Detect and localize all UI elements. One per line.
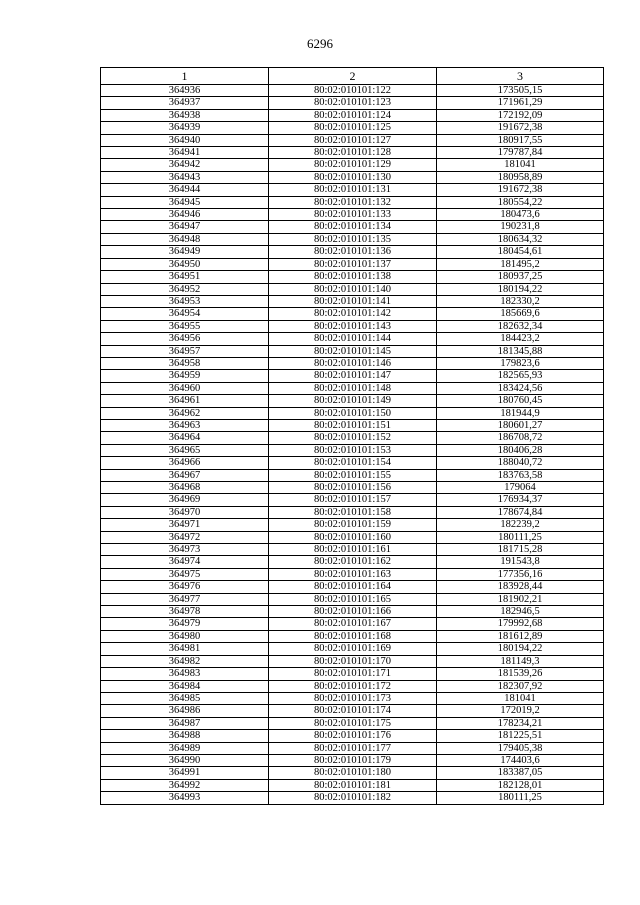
row-number-cell: 364969 [101,494,269,506]
cadastral-number-cell: 80:02:010101:156 [269,482,437,494]
row-number-cell: 364947 [101,221,269,233]
value-cell: 184423,2 [437,333,604,345]
value-cell: 173505,15 [437,85,604,97]
cadastral-number-cell: 80:02:010101:147 [269,370,437,382]
table-row [101,568,604,580]
table-row [101,395,604,407]
table-row [101,643,604,655]
value-cell: 180454,61 [437,246,604,258]
cadastral-number-cell: 80:02:010101:175 [269,717,437,729]
value-cell: 179787,84 [437,147,604,159]
cadastral-number-cell: 80:02:010101:129 [269,159,437,171]
table-row [101,370,604,382]
table-row [101,407,604,419]
cadastral-number-cell: 80:02:010101:165 [269,593,437,605]
table-row [101,705,604,717]
value-cell: 178674,84 [437,506,604,518]
table-body [101,85,604,805]
value-cell: 181495,2 [437,258,604,270]
table-row [101,357,604,369]
value-cell: 179405,38 [437,742,604,754]
row-number-cell: 364966 [101,457,269,469]
cadastral-number-cell: 80:02:010101:148 [269,382,437,394]
row-number-cell: 364941 [101,147,269,159]
table-row [101,419,604,431]
cadastral-number-cell: 80:02:010101:171 [269,668,437,680]
table-row [101,209,604,221]
row-number-cell: 364962 [101,407,269,419]
value-cell: 172192,09 [437,109,604,121]
value-cell: 181041 [437,159,604,171]
cadastral-number-cell: 80:02:010101:136 [269,246,437,258]
column-header-2: 2 [269,68,437,85]
value-cell: 181149,3 [437,655,604,667]
value-cell: 180601,27 [437,419,604,431]
value-cell: 180958,89 [437,171,604,183]
table-row [101,482,604,494]
value-cell: 180111,25 [437,531,604,543]
value-cell: 180111,25 [437,792,604,804]
table-row [101,717,604,729]
cadastral-number-cell: 80:02:010101:153 [269,444,437,456]
cadastral-number-cell: 80:02:010101:145 [269,345,437,357]
cadastral-number-cell: 80:02:010101:122 [269,85,437,97]
cadastral-number-cell: 80:02:010101:182 [269,792,437,804]
cadastral-number-cell: 80:02:010101:162 [269,556,437,568]
table-row [101,283,604,295]
column-header-1: 1 [101,68,269,85]
row-number-cell: 364945 [101,196,269,208]
value-cell: 179992,68 [437,618,604,630]
table-row [101,159,604,171]
row-number-cell: 364982 [101,655,269,667]
row-number-cell: 364951 [101,271,269,283]
cadastral-number-cell: 80:02:010101:154 [269,457,437,469]
table-row [101,692,604,704]
row-number-cell: 364992 [101,779,269,791]
row-number-cell: 364976 [101,581,269,593]
row-number-cell: 364956 [101,333,269,345]
table-row [101,742,604,754]
cadastral-number-cell: 80:02:010101:172 [269,680,437,692]
cadastral-number-cell: 80:02:010101:161 [269,544,437,556]
cadastral-number-cell: 80:02:010101:130 [269,171,437,183]
table-row [101,779,604,791]
row-number-cell: 364958 [101,357,269,369]
cadastral-number-cell: 80:02:010101:151 [269,419,437,431]
table-row [101,494,604,506]
cadastral-number-cell: 80:02:010101:159 [269,519,437,531]
row-number-cell: 364938 [101,109,269,121]
cadastral-number-cell: 80:02:010101:173 [269,692,437,704]
cadastral-number-cell: 80:02:010101:166 [269,606,437,618]
column-header-3: 3 [437,68,604,85]
value-cell: 179823,6 [437,357,604,369]
table-row [101,606,604,618]
value-cell: 182128,01 [437,779,604,791]
cadastral-number-cell: 80:02:010101:181 [269,779,437,791]
value-cell: 180406,28 [437,444,604,456]
row-number-cell: 364988 [101,730,269,742]
row-number-cell: 364978 [101,606,269,618]
value-cell: 180194,22 [437,643,604,655]
table-row [101,593,604,605]
row-number-cell: 364970 [101,506,269,518]
cadastral-number-cell: 80:02:010101:155 [269,469,437,481]
cadastral-number-cell: 80:02:010101:179 [269,754,437,766]
row-number-cell: 364946 [101,209,269,221]
cadastral-number-cell: 80:02:010101:149 [269,395,437,407]
row-number-cell: 364957 [101,345,269,357]
value-cell: 183424,56 [437,382,604,394]
value-cell: 180554,22 [437,196,604,208]
value-cell: 180760,45 [437,395,604,407]
cadastral-number-cell: 80:02:010101:124 [269,109,437,121]
cadastral-number-cell: 80:02:010101:128 [269,147,437,159]
row-number-cell: 364984 [101,680,269,692]
value-cell: 183387,05 [437,767,604,779]
value-cell: 191543,8 [437,556,604,568]
table-row [101,233,604,245]
row-number-cell: 364959 [101,370,269,382]
value-cell: 181539,26 [437,668,604,680]
row-number-cell: 364949 [101,246,269,258]
table-row [101,345,604,357]
cadastral-number-cell: 80:02:010101:167 [269,618,437,630]
value-cell: 176934,37 [437,494,604,506]
table-row [101,97,604,109]
table-row [101,320,604,332]
cadastral-value-table [100,67,604,805]
table-row [101,754,604,766]
row-number-cell: 364979 [101,618,269,630]
row-number-cell: 364953 [101,295,269,307]
cadastral-number-cell: 80:02:010101:176 [269,730,437,742]
table-row [101,85,604,97]
row-number-cell: 364981 [101,643,269,655]
table-row [101,308,604,320]
row-number-cell: 364948 [101,233,269,245]
row-number-cell: 364954 [101,308,269,320]
row-number-cell: 364977 [101,593,269,605]
value-cell: 191672,38 [437,184,604,196]
row-number-cell: 364955 [101,320,269,332]
table-row [101,730,604,742]
row-number-cell: 364943 [101,171,269,183]
value-cell: 179064 [437,482,604,494]
row-number-cell: 364965 [101,444,269,456]
table-row [101,147,604,159]
value-cell: 185669,6 [437,308,604,320]
cadastral-number-cell: 80:02:010101:144 [269,333,437,345]
cadastral-number-cell: 80:02:010101:163 [269,568,437,580]
table-row [101,531,604,543]
table-row [101,668,604,680]
value-cell: 183763,58 [437,469,604,481]
cadastral-number-cell: 80:02:010101:140 [269,283,437,295]
table-row [101,221,604,233]
table-row [101,506,604,518]
table-row [101,767,604,779]
table-row [101,792,604,804]
cadastral-number-cell: 80:02:010101:158 [269,506,437,518]
cadastral-number-cell: 80:02:010101:137 [269,258,437,270]
value-cell: 180634,32 [437,233,604,245]
row-number-cell: 364980 [101,630,269,642]
cadastral-number-cell: 80:02:010101:146 [269,357,437,369]
cadastral-number-cell: 80:02:010101:170 [269,655,437,667]
table-header-row [101,68,604,85]
row-number-cell: 364960 [101,382,269,394]
value-cell: 181715,28 [437,544,604,556]
row-number-cell: 364986 [101,705,269,717]
row-number-cell: 364937 [101,97,269,109]
row-number-cell: 364961 [101,395,269,407]
cadastral-number-cell: 80:02:010101:134 [269,221,437,233]
table-row [101,134,604,146]
row-number-cell: 364944 [101,184,269,196]
cadastral-number-cell: 80:02:010101:152 [269,432,437,444]
cadastral-number-cell: 80:02:010101:138 [269,271,437,283]
row-number-cell: 364989 [101,742,269,754]
value-cell: 180194,22 [437,283,604,295]
row-number-cell: 364991 [101,767,269,779]
table-row [101,618,604,630]
cadastral-number-cell: 80:02:010101:143 [269,320,437,332]
table-row [101,581,604,593]
value-cell: 172019,2 [437,705,604,717]
value-cell: 181345,88 [437,345,604,357]
table-row [101,432,604,444]
value-cell: 191672,38 [437,122,604,134]
value-cell: 190231,8 [437,221,604,233]
value-cell: 182946,5 [437,606,604,618]
row-number-cell: 364952 [101,283,269,295]
value-cell: 181944,9 [437,407,604,419]
value-cell: 174403,6 [437,754,604,766]
value-cell: 180937,25 [437,271,604,283]
table-row [101,556,604,568]
cadastral-number-cell: 80:02:010101:168 [269,630,437,642]
table-row [101,544,604,556]
table-row [101,457,604,469]
value-cell: 181902,21 [437,593,604,605]
cadastral-number-cell: 80:02:010101:135 [269,233,437,245]
table-row [101,469,604,481]
value-cell: 181041 [437,692,604,704]
table-row [101,444,604,456]
value-cell: 182330,2 [437,295,604,307]
table-row [101,382,604,394]
value-cell: 183928,44 [437,581,604,593]
row-number-cell: 364939 [101,122,269,134]
table-row [101,171,604,183]
table-row [101,519,604,531]
cadastral-number-cell: 80:02:010101:123 [269,97,437,109]
table-row [101,655,604,667]
value-cell: 180917,55 [437,134,604,146]
value-cell: 180473,6 [437,209,604,221]
cadastral-number-cell: 80:02:010101:133 [269,209,437,221]
cadastral-number-cell: 80:02:010101:157 [269,494,437,506]
cadastral-number-cell: 80:02:010101:174 [269,705,437,717]
row-number-cell: 364987 [101,717,269,729]
row-number-cell: 364990 [101,754,269,766]
cadastral-number-cell: 80:02:010101:164 [269,581,437,593]
row-number-cell: 364985 [101,692,269,704]
row-number-cell: 364971 [101,519,269,531]
value-cell: 188040,72 [437,457,604,469]
table-row [101,246,604,258]
row-number-cell: 364993 [101,792,269,804]
table-row [101,109,604,121]
table-row [101,258,604,270]
value-cell: 181612,89 [437,630,604,642]
table-row [101,122,604,134]
row-number-cell: 364975 [101,568,269,580]
row-number-cell: 364974 [101,556,269,568]
row-number-cell: 364942 [101,159,269,171]
table-row [101,680,604,692]
cadastral-number-cell: 80:02:010101:127 [269,134,437,146]
value-cell: 178234,21 [437,717,604,729]
table-row [101,333,604,345]
value-cell: 181225,51 [437,730,604,742]
value-cell: 182632,34 [437,320,604,332]
table-row [101,271,604,283]
value-cell: 182565,93 [437,370,604,382]
table-row [101,184,604,196]
cadastral-number-cell: 80:02:010101:141 [269,295,437,307]
cadastral-number-cell: 80:02:010101:177 [269,742,437,754]
cadastral-number-cell: 80:02:010101:132 [269,196,437,208]
row-number-cell: 364967 [101,469,269,481]
table-row [101,630,604,642]
value-cell: 182239,2 [437,519,604,531]
cadastral-number-cell: 80:02:010101:142 [269,308,437,320]
value-cell: 182307,92 [437,680,604,692]
cadastral-number-cell: 80:02:010101:125 [269,122,437,134]
row-number-cell: 364963 [101,419,269,431]
value-cell: 177356,16 [437,568,604,580]
value-cell: 186708,72 [437,432,604,444]
row-number-cell: 364972 [101,531,269,543]
cadastral-number-cell: 80:02:010101:169 [269,643,437,655]
cadastral-number-cell: 80:02:010101:150 [269,407,437,419]
row-number-cell: 364968 [101,482,269,494]
row-number-cell: 364950 [101,258,269,270]
row-number-cell: 364936 [101,85,269,97]
cadastral-number-cell: 80:02:010101:160 [269,531,437,543]
row-number-cell: 364973 [101,544,269,556]
row-number-cell: 364964 [101,432,269,444]
table-row [101,196,604,208]
row-number-cell: 364940 [101,134,269,146]
page-number: 6296 [307,36,333,51]
cadastral-number-cell: 80:02:010101:131 [269,184,437,196]
cadastral-number-cell: 80:02:010101:180 [269,767,437,779]
value-cell: 171961,29 [437,97,604,109]
table-row [101,295,604,307]
row-number-cell: 364983 [101,668,269,680]
